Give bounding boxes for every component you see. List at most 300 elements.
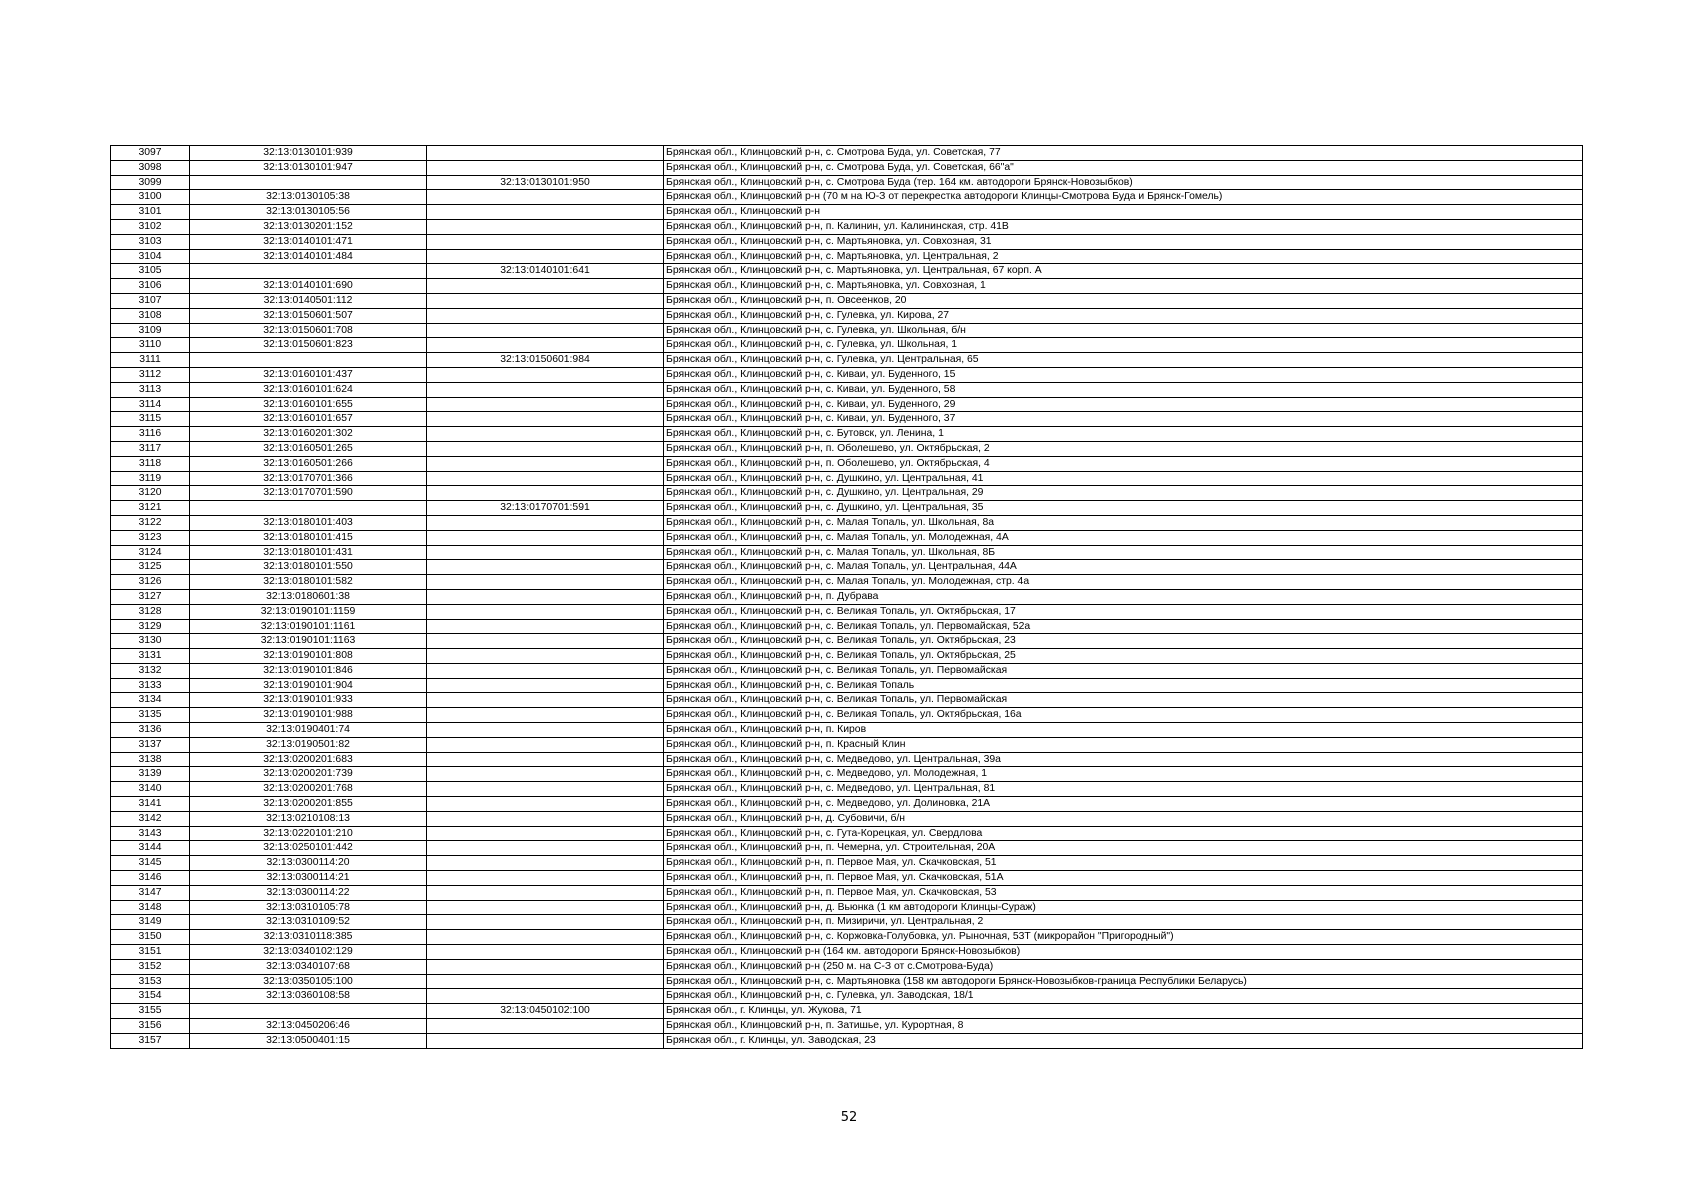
cadastral-number-cell	[190, 1004, 427, 1019]
address-cell: Брянская обл., Клинцовский р-н, с. Киваи, ул. Буденного, 58	[664, 382, 1583, 397]
row-number-cell: 3146	[111, 871, 190, 886]
address-cell: Брянская обл., Клинцовский р-н, с. Душкино, ул. Центральная, 35	[664, 501, 1583, 516]
address-cell: Брянская обл., Клинцовский р-н, с. Смотрова Буда (тер. 164 км. автодороги Брянск-Новозыбков)	[664, 175, 1583, 190]
cadastral-number-cell: 32:13:0200201:739	[190, 767, 427, 782]
address-cell: Брянская обл., Клинцовский р-н, с. Мартьяновка, ул. Центральная, 67 корп. А	[664, 264, 1583, 279]
table-row	[111, 811, 1583, 826]
table-row	[111, 190, 1583, 205]
address-cell: Брянская обл., Клинцовский р-н, с. Великая Топаль, ул. Первомайская	[664, 663, 1583, 678]
address-cell: Брянская обл., Клинцовский р-н, п. Оболешево, ул. Октябрьская, 4	[664, 456, 1583, 471]
alt-cadastral-number-cell	[427, 871, 664, 886]
table-row	[111, 826, 1583, 841]
alt-cadastral-number-cell	[427, 471, 664, 486]
alt-cadastral-number-cell	[427, 146, 664, 161]
table-row	[111, 693, 1583, 708]
address-cell: Брянская обл., Клинцовский р-н, с. Мартьяновка, ул. Совхозная, 31	[664, 234, 1583, 249]
table-row	[111, 441, 1583, 456]
cadastral-number-cell: 32:13:0140501:112	[190, 293, 427, 308]
table-row	[111, 885, 1583, 900]
address-cell: Брянская обл., Клинцовский р-н, с. Душкино, ул. Центральная, 41	[664, 471, 1583, 486]
alt-cadastral-number-cell	[427, 219, 664, 234]
row-number-cell: 3109	[111, 323, 190, 338]
table-row	[111, 1033, 1583, 1048]
cadastral-number-cell: 32:13:0170701:590	[190, 486, 427, 501]
alt-cadastral-number-cell	[427, 989, 664, 1004]
address-cell: Брянская обл., Клинцовский р-н, с. Медведово, ул. Молодежная, 1	[664, 767, 1583, 782]
cadastral-number-cell	[190, 501, 427, 516]
address-cell: Брянская обл., Клинцовский р-н, с. Медведово, ул. Центральная, 39а	[664, 752, 1583, 767]
table-row	[111, 456, 1583, 471]
alt-cadastral-number-cell	[427, 930, 664, 945]
table-row	[111, 397, 1583, 412]
address-cell: Брянская обл., Клинцовский р-н, п. Затишье, ул. Курортная, 8	[664, 1019, 1583, 1034]
table-row	[111, 323, 1583, 338]
cadastral-number-cell: 32:13:0360108:58	[190, 989, 427, 1004]
cadastral-number-cell: 32:13:0180101:415	[190, 530, 427, 545]
table-row	[111, 930, 1583, 945]
cadastral-number-cell: 32:13:0340107:68	[190, 959, 427, 974]
alt-cadastral-number-cell	[427, 649, 664, 664]
address-cell: Брянская обл., Клинцовский р-н, с. Гулевка, ул. Заводская, 18/1	[664, 989, 1583, 1004]
row-number-cell: 3157	[111, 1033, 190, 1048]
alt-cadastral-number-cell	[427, 856, 664, 871]
address-cell: Брянская обл., Клинцовский р-н	[664, 205, 1583, 220]
cadastral-number-cell: 32:13:0190101:988	[190, 708, 427, 723]
alt-cadastral-number-cell	[427, 737, 664, 752]
table-row	[111, 915, 1583, 930]
row-number-cell: 3111	[111, 353, 190, 368]
address-cell: Брянская обл., Клинцовский р-н, с. Киваи, ул. Буденного, 29	[664, 397, 1583, 412]
cadastral-number-cell	[190, 353, 427, 368]
address-cell: Брянская обл., Клинцовский р-н, с. Смотрова Буда, ул. Советская, 66"а"	[664, 160, 1583, 175]
table-row	[111, 1019, 1583, 1034]
alt-cadastral-number-cell: 32:13:0130101:950	[427, 175, 664, 190]
row-number-cell: 3148	[111, 900, 190, 915]
alt-cadastral-number-cell	[427, 589, 664, 604]
row-number-cell: 3113	[111, 382, 190, 397]
table-row	[111, 634, 1583, 649]
cadastral-number-cell: 32:13:0130101:939	[190, 146, 427, 161]
cadastral-number-cell: 32:13:0310118:385	[190, 930, 427, 945]
address-cell: Брянская обл., Клинцовский р-н, с. Малая Топаль, ул. Молодежная, 4А	[664, 530, 1583, 545]
cadastral-number-cell: 32:13:0300114:22	[190, 885, 427, 900]
row-number-cell: 3140	[111, 782, 190, 797]
row-number-cell: 3133	[111, 678, 190, 693]
address-cell: Брянская обл., Клинцовский р-н, с. Бутовск, ул. Ленина, 1	[664, 427, 1583, 442]
cadastral-number-cell: 32:13:0220101:210	[190, 826, 427, 841]
cadastral-number-cell: 32:13:0160101:655	[190, 397, 427, 412]
address-cell: Брянская обл., Клинцовский р-н, с. Медведово, ул. Центральная, 81	[664, 782, 1583, 797]
alt-cadastral-number-cell	[427, 397, 664, 412]
cadastral-number-cell: 32:13:0150601:507	[190, 308, 427, 323]
address-cell: Брянская обл., Клинцовский р-н, с. Душкино, ул. Центральная, 29	[664, 486, 1583, 501]
address-cell: Брянская обл., Клинцовский р-н, с. Великая Топаль, ул. Октябрьская, 16а	[664, 708, 1583, 723]
table-row	[111, 1004, 1583, 1019]
row-number-cell: 3119	[111, 471, 190, 486]
table-row	[111, 678, 1583, 693]
page-number: 52	[840, 1110, 858, 1125]
table-row	[111, 545, 1583, 560]
row-number-cell: 3125	[111, 560, 190, 575]
table-row	[111, 604, 1583, 619]
cadastral-number-cell: 32:13:0140101:690	[190, 279, 427, 294]
cadastral-number-cell: 32:13:0190101:808	[190, 649, 427, 664]
table-row	[111, 353, 1583, 368]
table-row	[111, 205, 1583, 220]
table-row	[111, 663, 1583, 678]
table-row	[111, 797, 1583, 812]
table-row	[111, 293, 1583, 308]
row-number-cell: 3124	[111, 545, 190, 560]
row-number-cell: 3128	[111, 604, 190, 619]
cadastral-number-cell: 32:13:0190101:846	[190, 663, 427, 678]
address-cell: Брянская обл., Клинцовский р-н, п. Оболешево, ул. Октябрьская, 2	[664, 441, 1583, 456]
row-number-cell: 3106	[111, 279, 190, 294]
cadastral-number-cell: 32:13:0160501:266	[190, 456, 427, 471]
cadastral-number-cell: 32:13:0160101:437	[190, 367, 427, 382]
address-cell: Брянская обл., Клинцовский р-н, с. Медведово, ул. Долиновка, 21А	[664, 797, 1583, 812]
row-number-cell: 3100	[111, 190, 190, 205]
row-number-cell: 3098	[111, 160, 190, 175]
alt-cadastral-number-cell	[427, 575, 664, 590]
row-number-cell: 3136	[111, 723, 190, 738]
address-cell: Брянская обл., Клинцовский р-н, п. Первое Мая, ул. Скачковская, 51	[664, 856, 1583, 871]
alt-cadastral-number-cell	[427, 560, 664, 575]
table-row	[111, 308, 1583, 323]
alt-cadastral-number-cell	[427, 634, 664, 649]
row-number-cell: 3107	[111, 293, 190, 308]
address-cell: Брянская обл., Клинцовский р-н, п. Красный Клин	[664, 737, 1583, 752]
alt-cadastral-number-cell	[427, 708, 664, 723]
table-row	[111, 264, 1583, 279]
table-row	[111, 767, 1583, 782]
cadastral-number-cell: 32:13:0200201:768	[190, 782, 427, 797]
row-number-cell: 3134	[111, 693, 190, 708]
cadastral-number-cell: 32:13:0130105:38	[190, 190, 427, 205]
cadastral-number-cell: 32:13:0130101:947	[190, 160, 427, 175]
row-number-cell: 3153	[111, 974, 190, 989]
row-number-cell: 3110	[111, 338, 190, 353]
address-cell: Брянская обл., Клинцовский р-н, с. Киваи, ул. Буденного, 37	[664, 412, 1583, 427]
row-number-cell: 3147	[111, 885, 190, 900]
cadastral-number-cell: 32:13:0190101:1163	[190, 634, 427, 649]
address-cell: Брянская обл., Клинцовский р-н, с. Гута-Корецкая, ул. Свердлова	[664, 826, 1583, 841]
table-row	[111, 412, 1583, 427]
row-number-cell: 3118	[111, 456, 190, 471]
cadastral-number-cell: 32:13:0190401:74	[190, 723, 427, 738]
address-cell: Брянская обл., Клинцовский р-н, с. Малая Топаль, ул. Молодежная, стр. 4а	[664, 575, 1583, 590]
cadastral-number-cell: 32:13:0160101:657	[190, 412, 427, 427]
row-number-cell: 3120	[111, 486, 190, 501]
table-row	[111, 945, 1583, 960]
address-cell: Брянская обл., г. Клинцы, ул. Заводская, 23	[664, 1033, 1583, 1048]
cadastral-number-cell: 32:13:0170701:366	[190, 471, 427, 486]
address-cell: Брянская обл., Клинцовский р-н, с. Коржовка-Голубовка, ул. Рыночная, 53Т (микрорайон "Пригородный")	[664, 930, 1583, 945]
cadastral-number-cell: 32:13:0130201:152	[190, 219, 427, 234]
row-number-cell: 3149	[111, 915, 190, 930]
address-cell: Брянская обл., Клинцовский р-н, п. Овсеенков, 20	[664, 293, 1583, 308]
address-cell: Брянская обл., Клинцовский р-н, д. Субовичи, б/н	[664, 811, 1583, 826]
address-cell: Брянская обл., Клинцовский р-н, п. Первое Мая, ул. Скачковская, 51А	[664, 871, 1583, 886]
alt-cadastral-number-cell	[427, 412, 664, 427]
address-cell: Брянская обл., Клинцовский р-н, с. Малая Топаль, ул. Центральная, 44А	[664, 560, 1583, 575]
row-number-cell: 3105	[111, 264, 190, 279]
table-row	[111, 249, 1583, 264]
alt-cadastral-number-cell	[427, 249, 664, 264]
address-cell: Брянская обл., Клинцовский р-н, с. Малая Топаль, ул. Школьная, 8а	[664, 515, 1583, 530]
address-cell: Брянская обл., Клинцовский р-н, п. Калинин, ул. Калининская, стр. 41В	[664, 219, 1583, 234]
address-cell: Брянская обл., Клинцовский р-н, п. Мизиричи, ул. Центральная, 2	[664, 915, 1583, 930]
alt-cadastral-number-cell	[427, 767, 664, 782]
address-cell: Брянская обл., Клинцовский р-н, п. Дубрава	[664, 589, 1583, 604]
row-number-cell: 3145	[111, 856, 190, 871]
cadastral-number-cell: 32:13:0180101:403	[190, 515, 427, 530]
address-cell: Брянская обл., Клинцовский р-н, с. Киваи, ул. Буденного, 15	[664, 367, 1583, 382]
address-cell: Брянская обл., Клинцовский р-н, с. Мартьяновка, ул. Совхозная, 1	[664, 279, 1583, 294]
table-row	[111, 900, 1583, 915]
cadastral-number-cell: 32:13:0180101:431	[190, 545, 427, 560]
cadastral-number-cell: 32:13:0160201:302	[190, 427, 427, 442]
table-row	[111, 737, 1583, 752]
alt-cadastral-number-cell	[427, 723, 664, 738]
address-cell: Брянская обл., Клинцовский р-н, с. Мартьяновка (158 км автодороги Брянск-Новозыбков-граница Республики Беларусь)	[664, 974, 1583, 989]
cadastral-number-cell: 32:13:0140101:484	[190, 249, 427, 264]
alt-cadastral-number-cell	[427, 160, 664, 175]
alt-cadastral-number-cell	[427, 915, 664, 930]
table-row	[111, 367, 1583, 382]
address-cell: Брянская обл., Клинцовский р-н, с. Великая Топаль, ул. Октябрьская, 25	[664, 649, 1583, 664]
address-cell: Брянская обл., Клинцовский р-н, с. Гулевка, ул. Школьная, б/н	[664, 323, 1583, 338]
address-cell: Брянская обл., Клинцовский р-н, с. Гулевка, ул. Кирова, 27	[664, 308, 1583, 323]
address-cell: Брянская обл., Клинцовский р-н, с. Мартьяновка, ул. Центральная, 2	[664, 249, 1583, 264]
address-cell: Брянская обл., Клинцовский р-н, д. Вьюнка (1 км автодороги Клинцы-Сураж)	[664, 900, 1583, 915]
row-number-cell: 3127	[111, 589, 190, 604]
cadastral-number-cell: 32:13:0160501:265	[190, 441, 427, 456]
table-row	[111, 841, 1583, 856]
alt-cadastral-number-cell: 32:13:0150601:984	[427, 353, 664, 368]
row-number-cell: 3102	[111, 219, 190, 234]
address-cell: Брянская обл., г. Клинцы, ул. Жукова, 71	[664, 1004, 1583, 1019]
row-number-cell: 3099	[111, 175, 190, 190]
alt-cadastral-number-cell	[427, 293, 664, 308]
address-cell: Брянская обл., Клинцовский р-н, с. Смотрова Буда, ул. Советская, 77	[664, 146, 1583, 161]
alt-cadastral-number-cell	[427, 782, 664, 797]
row-number-cell: 3130	[111, 634, 190, 649]
cadastral-number-cell: 32:13:0450206:46	[190, 1019, 427, 1034]
address-cell: Брянская обл., Клинцовский р-н, с. Великая Топаль, ул. Октябрьская, 17	[664, 604, 1583, 619]
cadastral-number-cell: 32:13:0180101:582	[190, 575, 427, 590]
row-number-cell: 3114	[111, 397, 190, 412]
row-number-cell: 3112	[111, 367, 190, 382]
table-row	[111, 501, 1583, 516]
alt-cadastral-number-cell	[427, 900, 664, 915]
cadastral-number-cell: 32:13:0130105:56	[190, 205, 427, 220]
alt-cadastral-number-cell	[427, 752, 664, 767]
table-row	[111, 752, 1583, 767]
alt-cadastral-number-cell	[427, 486, 664, 501]
alt-cadastral-number-cell: 32:13:0450102:100	[427, 1004, 664, 1019]
alt-cadastral-number-cell: 32:13:0170701:591	[427, 501, 664, 516]
row-number-cell: 3131	[111, 649, 190, 664]
cadastral-number-cell: 32:13:0350105:100	[190, 974, 427, 989]
alt-cadastral-number-cell	[427, 427, 664, 442]
table-row	[111, 160, 1583, 175]
table-row	[111, 279, 1583, 294]
alt-cadastral-number-cell: 32:13:0140101:641	[427, 264, 664, 279]
table-row	[111, 471, 1583, 486]
alt-cadastral-number-cell	[427, 797, 664, 812]
registry-table-body	[111, 146, 1583, 1049]
cadastral-number-cell	[190, 264, 427, 279]
cadastral-number-cell: 32:13:0150601:708	[190, 323, 427, 338]
alt-cadastral-number-cell	[427, 367, 664, 382]
alt-cadastral-number-cell	[427, 382, 664, 397]
row-number-cell: 3121	[111, 501, 190, 516]
row-number-cell: 3103	[111, 234, 190, 249]
table-row	[111, 708, 1583, 723]
row-number-cell: 3122	[111, 515, 190, 530]
table-row	[111, 575, 1583, 590]
address-cell: Брянская обл., Клинцовский р-н, п. Чемерна, ул. Строительная, 20А	[664, 841, 1583, 856]
row-number-cell: 3135	[111, 708, 190, 723]
cadastral-number-cell: 32:13:0340102:129	[190, 945, 427, 960]
table-row	[111, 589, 1583, 604]
alt-cadastral-number-cell	[427, 826, 664, 841]
alt-cadastral-number-cell	[427, 308, 664, 323]
alt-cadastral-number-cell	[427, 678, 664, 693]
alt-cadastral-number-cell	[427, 1019, 664, 1034]
cadastral-number-cell: 32:13:0190101:933	[190, 693, 427, 708]
alt-cadastral-number-cell	[427, 693, 664, 708]
cadastral-number-cell: 32:13:0200201:683	[190, 752, 427, 767]
alt-cadastral-number-cell	[427, 545, 664, 560]
alt-cadastral-number-cell	[427, 663, 664, 678]
row-number-cell: 3097	[111, 146, 190, 161]
table-row	[111, 175, 1583, 190]
alt-cadastral-number-cell	[427, 604, 664, 619]
alt-cadastral-number-cell	[427, 441, 664, 456]
row-number-cell: 3144	[111, 841, 190, 856]
table-row	[111, 515, 1583, 530]
alt-cadastral-number-cell	[427, 841, 664, 856]
table-row	[111, 338, 1583, 353]
cadastral-number-cell: 32:13:0190101:1159	[190, 604, 427, 619]
address-cell: Брянская обл., Клинцовский р-н, с. Великая Топаль, ул. Первомайская, 52а	[664, 619, 1583, 634]
alt-cadastral-number-cell	[427, 1033, 664, 1048]
alt-cadastral-number-cell	[427, 811, 664, 826]
address-cell: Брянская обл., Клинцовский р-н, с. Гулевка, ул. Центральная, 65	[664, 353, 1583, 368]
row-number-cell: 3154	[111, 989, 190, 1004]
table-row	[111, 530, 1583, 545]
cadastral-number-cell: 32:13:0140101:471	[190, 234, 427, 249]
address-cell: Брянская обл., Клинцовский р-н, с. Малая Топаль, ул. Школьная, 8Б	[664, 545, 1583, 560]
table-row	[111, 382, 1583, 397]
address-cell: Брянская обл., Клинцовский р-н, с. Великая Топаль, ул. Октябрьская, 23	[664, 634, 1583, 649]
cadastral-number-cell: 32:13:0190101:1161	[190, 619, 427, 634]
table-row	[111, 619, 1583, 634]
row-number-cell: 3117	[111, 441, 190, 456]
cadastral-number-cell: 32:13:0160101:624	[190, 382, 427, 397]
row-number-cell: 3115	[111, 412, 190, 427]
row-number-cell: 3156	[111, 1019, 190, 1034]
alt-cadastral-number-cell	[427, 530, 664, 545]
row-number-cell: 3108	[111, 308, 190, 323]
row-number-cell: 3126	[111, 575, 190, 590]
address-cell: Брянская обл., Клинцовский р-н, с. Великая Топаль, ул. Первомайская	[664, 693, 1583, 708]
table-row	[111, 219, 1583, 234]
cadastral-number-cell: 32:13:0150601:823	[190, 338, 427, 353]
cadastral-number-cell: 32:13:0300114:21	[190, 871, 427, 886]
table-row	[111, 486, 1583, 501]
cadastral-number-cell: 32:13:0190101:904	[190, 678, 427, 693]
address-cell: Брянская обл., Клинцовский р-н (70 м на Ю-З от перекрестка автодороги Клинцы-Смотрова Буда и Брянск-Гомель)	[664, 190, 1583, 205]
address-cell: Брянская обл., Клинцовский р-н, п. Киров	[664, 723, 1583, 738]
row-number-cell: 3155	[111, 1004, 190, 1019]
row-number-cell: 3116	[111, 427, 190, 442]
table-row	[111, 782, 1583, 797]
row-number-cell: 3141	[111, 797, 190, 812]
row-number-cell: 3138	[111, 752, 190, 767]
cadastral-number-cell: 32:13:0180101:550	[190, 560, 427, 575]
alt-cadastral-number-cell	[427, 974, 664, 989]
address-cell: Брянская обл., Клинцовский р-н (164 км. автодороги Брянск-Новозыбков)	[664, 945, 1583, 960]
cadastral-registry-table	[110, 145, 1583, 1049]
table-row	[111, 974, 1583, 989]
alt-cadastral-number-cell	[427, 885, 664, 900]
row-number-cell: 3142	[111, 811, 190, 826]
row-number-cell: 3101	[111, 205, 190, 220]
table-row	[111, 723, 1583, 738]
alt-cadastral-number-cell	[427, 515, 664, 530]
cadastral-number-cell: 32:13:0500401:15	[190, 1033, 427, 1048]
alt-cadastral-number-cell	[427, 959, 664, 974]
row-number-cell: 3150	[111, 930, 190, 945]
address-cell: Брянская обл., Клинцовский р-н, п. Первое Мая, ул. Скачковская, 53	[664, 885, 1583, 900]
cadastral-number-cell: 32:13:0210108:13	[190, 811, 427, 826]
table-row	[111, 146, 1583, 161]
alt-cadastral-number-cell	[427, 205, 664, 220]
cadastral-number-cell: 32:13:0250101:442	[190, 841, 427, 856]
table-row	[111, 427, 1583, 442]
cadastral-number-cell: 32:13:0200201:855	[190, 797, 427, 812]
table-row	[111, 989, 1583, 1004]
cadastral-number-cell: 32:13:0180601:38	[190, 589, 427, 604]
cadastral-number-cell	[190, 175, 427, 190]
table-row	[111, 959, 1583, 974]
row-number-cell: 3139	[111, 767, 190, 782]
table-row	[111, 856, 1583, 871]
alt-cadastral-number-cell	[427, 619, 664, 634]
alt-cadastral-number-cell	[427, 190, 664, 205]
cadastral-number-cell: 32:13:0190501:82	[190, 737, 427, 752]
address-cell: Брянская обл., Клинцовский р-н (250 м. на С-З от с.Смотрова-Буда)	[664, 959, 1583, 974]
row-number-cell: 3129	[111, 619, 190, 634]
row-number-cell: 3137	[111, 737, 190, 752]
alt-cadastral-number-cell	[427, 945, 664, 960]
table-row	[111, 560, 1583, 575]
row-number-cell: 3143	[111, 826, 190, 841]
table-row	[111, 234, 1583, 249]
alt-cadastral-number-cell	[427, 456, 664, 471]
address-cell: Брянская обл., Клинцовский р-н, с. Гулевка, ул. Школьная, 1	[664, 338, 1583, 353]
address-cell: Брянская обл., Клинцовский р-н, с. Великая Топаль	[664, 678, 1583, 693]
row-number-cell: 3104	[111, 249, 190, 264]
row-number-cell: 3151	[111, 945, 190, 960]
table-row	[111, 871, 1583, 886]
cadastral-number-cell: 32:13:0300114:20	[190, 856, 427, 871]
cadastral-number-cell: 32:13:0310105:78	[190, 900, 427, 915]
row-number-cell: 3152	[111, 959, 190, 974]
